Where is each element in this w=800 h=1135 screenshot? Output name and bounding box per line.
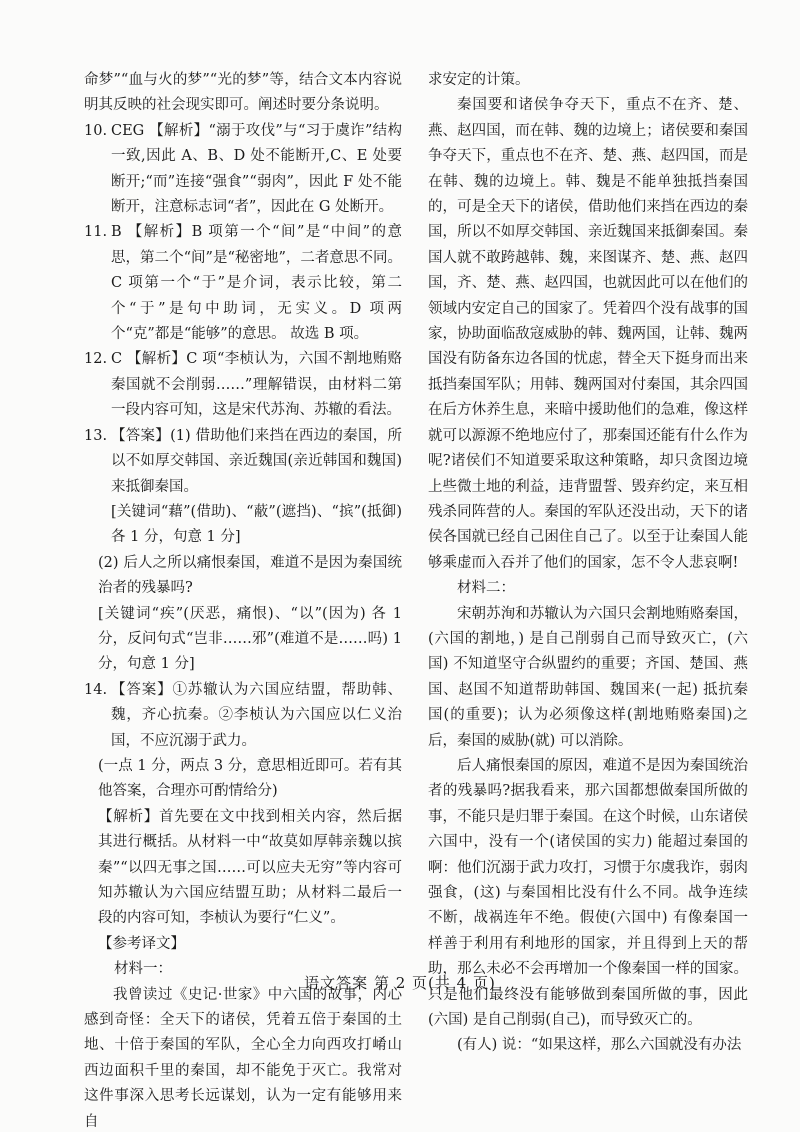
question-number: 13. [84, 427, 108, 444]
page-footer: 语文答案 第 2 页(共 4 页) [304, 974, 496, 992]
question-number: 12. [84, 351, 108, 368]
question-number: 11. [84, 224, 108, 241]
question-13 [84, 424, 402, 551]
q13-answer-1: 【答案】(1) 借助他们来挡在西边的秦国，所以不如厚交韩国、亲近魏国(亲近韩国和魏国)来抵御秦国。 [111, 427, 402, 495]
material-1-heading: 材料一： [114, 961, 172, 978]
material-2-paragraph-3: (有人) 说：“如果这样，那么六国就没有办法 [457, 1037, 742, 1054]
q14-score-note: (一点 1 分，两点 3 分，意思相近即可。若有其他答案，合理亦可酌情给分) [98, 757, 402, 800]
question-10-answer: CEG 【解析】“溺于攻伐”与“习于虞诈”结构一致,因此 A、B、D 处不能断开,C、E 处要断开;“而”连接“强食”“弱肉”，因此 F 处不能断开，注意标志词“者”，因此在 G 处断开。 [111, 122, 402, 216]
question-12 [84, 347, 402, 423]
q13-keywords-1: [关键词“藉”(借助)、“蔽”(遮挡)、“摈”(抵御)各 1 分，句意 1 分] [111, 503, 402, 546]
material-2-paragraph-1: 宋朝苏洵和苏辙认为六国只会割地贿赂秦国，(六国的割地，) 是自己削弱自己而导致灭亡，(六国) 不知道坚守合纵盟约的重要；齐国、楚国、燕国、赵国不知道帮助韩国、魏国来(一起) 抵抗秦国(的重要)；认为必须像这样(割地贿赂秦国)之后，秦国的威胁(就) 可以消除。 [428, 605, 748, 749]
question-14 [84, 678, 402, 754]
material-2-heading: 材料二： [457, 580, 515, 597]
q14-analysis: 【解析】首先要在文中找到相关内容，然后据其进行概括。从材料一中“故莫如厚韩亲魏以摈秦”“以四无事之国……可以应夫无穷”等内容可知苏辙认为六国应结盟互助；从材料二最后一段的内容可知，李桢认为要行“仁义”。 [98, 808, 402, 927]
question-number: 10. [84, 122, 108, 139]
material-2-paragraph-2: 后人痛恨秦国的原因，难道不是因为秦国统治者的残暴吗?据我看来，那六国都想做秦国所做的事，不能只是归罪于秦国。在这个时候，山东诸侯六国中，没有一个(诸侯国的实力) 能超过秦国的啊：他们沉溺于武力攻打，习惯于尔虞我诈，弱肉强食，(这) 与秦国相比没有什么不同。战争连续不断，战祸连年不绝。假使(六国中) 有像秦国一样善于利用有利地形的国家，并且得到上天的帮助，那么未必不会再增加一个像秦国一样的国家。只是他们最终没有能够做到秦国所做的事，因此(六国) 是自己削弱(自己)，而导致灭亡的。 [428, 757, 748, 1029]
q13-keywords-2: [关键词“疾”(厌恶，痛恨)、“以”(因为) 各 1 分，反问句式“岂非……邪”(难道不是……吗) 1 分，句意 1 分] [98, 605, 402, 673]
q13-answer-2: (2) 后人之所以痛恨秦国，难道不是因为秦国统治者的残暴吗? [98, 554, 402, 597]
question-10 [84, 119, 402, 221]
material-1-translation-end: 求安定的计策。 [428, 72, 530, 88]
question-11-answer: B 【解析】B 项第一个“间”是“中间”的意思，第二个“间”是“秘密地”，二者意思不同。C 项第一个“于”是介词，表示比较，第二个“于”是句中助词，无实义。D 项两个“克”都是“能够”的意思。 故选 B 项。 [111, 224, 402, 343]
material-1-paragraph-2: 秦国要和诸侯争夺天下，重点不在齐、楚、燕、赵四国，而在韩、魏的边境上；诸侯要和秦国争夺天下，重点也不在齐、楚、燕、赵四国，而是在韩、魏的边境上。韩、魏是不能单独抵挡秦国的，可是全天下的诸侯，借助他们来挡在西边的秦国，所以不如厚交韩国、亲近魏国来抵御秦国。秦国人就不敢跨越韩、魏，来图谋齐、楚、燕、赵四国，齐、楚、燕、赵四国，也就因此可以在他们的领域内安定自己的国家了。凭着四个没有战事的国家，协助面临敌寇威胁的韩、魏两国，让韩、魏两国没有防备东边各国的忧虑，替全天下挺身而出来抵挡秦国军队；用韩、魏两国对付秦国，其余四国在后方休养生息，来暗中援助他们的急难，像这样就可以源源不绝地应付了，那秦国还能有什么作为呢?诸侯们不知道要采取这种策略，却只贪图边境上些微土地的利益，违背盟誓、毁弃约定，来互相残杀同阵营的人。秦国的军队还没出动，天下的诸侯各国就已经自己困住自己了。以至于让秦国人能够乘虚而入吞并了他们的国家，怎不令人悲哀啊! [428, 97, 748, 571]
question-12-answer: C 【解析】C 项“李桢认为，六国不割地贿赂秦国就不会削弱……”理解错误，由材料二第一段内容可知，这是宋代苏洵、苏辙的看法。 [111, 351, 402, 419]
reference-translation-heading: 【参考译文】 [98, 935, 185, 952]
q9-continuation: 命梦”“血与火的梦”“光的梦”等，结合文本内容说明其反映的社会现实即可。阐述时要分条说明。 [84, 72, 402, 114]
question-11 [84, 220, 402, 347]
question-number: 14. [84, 681, 108, 698]
q14-answer: 【答案】①苏辙认为六国应结盟，帮助韩、魏，齐心抗秦。②李桢认为六国应以仁义治国，不应沉溺于武力。 [111, 681, 402, 749]
right-column [428, 68, 748, 1059]
material-1-translation-start: 我曾读过《史记·世家》中六国的故事，内心感到奇怪：全天下的诸侯，凭着五倍于秦国的土地、十倍于秦国的军队，全心全力向西攻打崤山西边面积千里的秦国，却不能免于灭亡。我常对这件事深入思考长远谋划，认为一定有能够用来自 [84, 986, 402, 1130]
